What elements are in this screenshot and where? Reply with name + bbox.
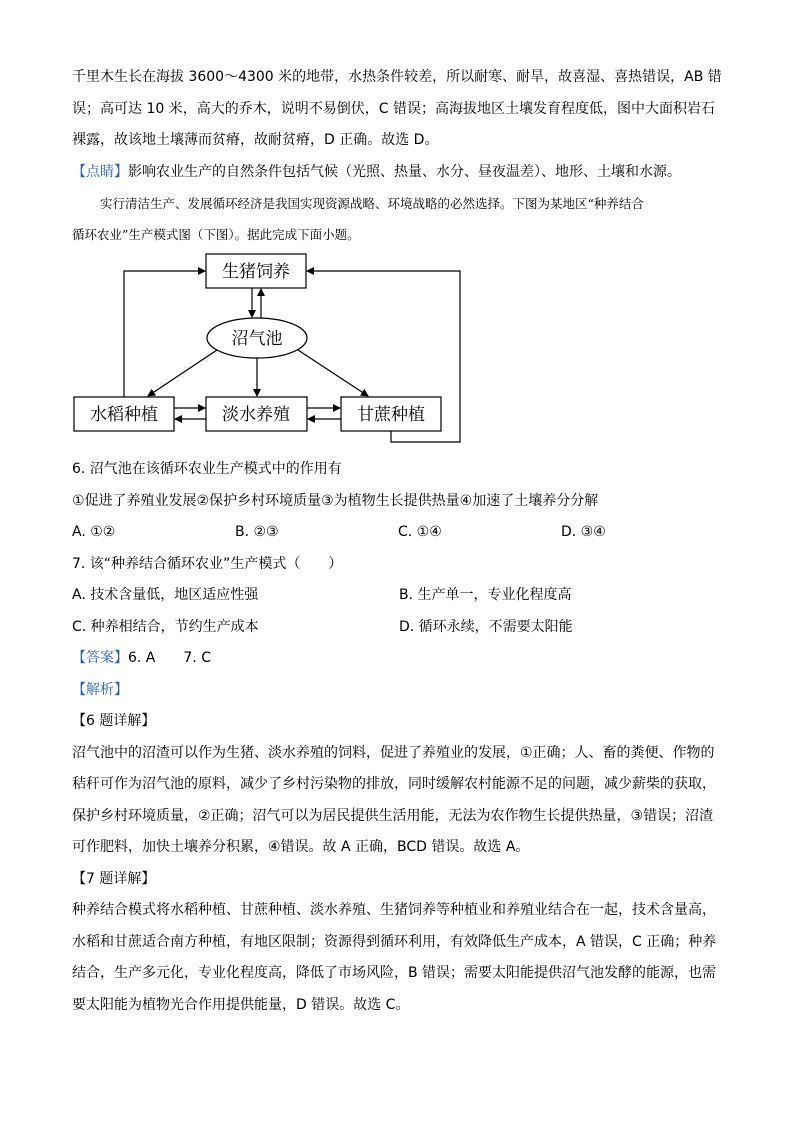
- prev-answer-line-2: 误；高可达 10 米，高大的乔木，说明不易倒伏，C 错误；高海拔地区土壤发育程度低，图中大面积岩石: [72, 100, 715, 117]
- q6-option-d: D. ③④: [561, 524, 606, 540]
- farming-cycle-svg: [72, 252, 726, 448]
- dianjing-tag: 【点睛】: [72, 163, 128, 180]
- label-biogas: 沼气池: [231, 329, 283, 349]
- prev-answer-line-3: 裸露，故该地土壤薄而贫瘠，故耐贫瘠，D 正确。故选 D。: [72, 132, 439, 148]
- label-cane: 甘蔗种植: [357, 405, 425, 425]
- arrow-rice-to-pig: [124, 271, 205, 397]
- detail7-line-2: 水稻和甘蔗适合南方种植，有地区限制；资源得到循环利用，有效降低生产成本，A 错误，C 正确；种养: [72, 933, 717, 950]
- label-pig: 生猪饲养: [222, 262, 290, 282]
- q7-option-c: C. 种养相结合，节约生产成本: [72, 618, 259, 635]
- document-page: [72, 62, 726, 1021]
- detail7-line-3: 结合，生产多元化，专业化程度高，降低了市场风险，B 错误；需要太阳能提供沼气池发酵的能源，也需: [72, 965, 717, 981]
- detail7-line-4: 要太阳能为植物光合作用提供能量，D 错误。故选 C。: [72, 996, 410, 1013]
- answer-text: 6. A 7. C: [128, 650, 211, 666]
- arrow-biogas-to-cane: [298, 350, 368, 396]
- arrow-biogas-to-rice: [148, 350, 217, 396]
- q6-items: ①促进了养殖业发展②保护乡村环境质量③为植物生长提供热量④加速了土壤养分分解: [72, 492, 599, 509]
- q6-option-a: A. ①②: [72, 524, 116, 540]
- label-fish: 淡水养殖: [222, 405, 290, 425]
- prev-answer-line-1: 千里木生长在海拔 3600～4300 米的地带，水热条件较差，所以耐寒、耐旱，故喜湿、喜热错误，AB 错: [72, 69, 722, 85]
- q6-option-c: C. ①④: [398, 524, 442, 540]
- detail7-title: 【7 题详解】: [72, 870, 156, 887]
- detail6-line-1: 沼气池中的沼渣可以作为生猪、淡水养殖的饲料，促进了养殖业的发展，①正确；人、畜的粪便、作物的: [72, 744, 715, 761]
- q7-option-b: B. 生产单一，专业化程度高: [399, 587, 572, 603]
- detail6-line-4: 可作肥料，加快土壤养分积累，④错误。故 A 正确，BCD 错误。故选 A。: [72, 839, 530, 855]
- q7-options-row-2: [72, 612, 726, 644]
- detail6-line-2: 秸秆可作为沼气池的原料，减少了乡村污染物的排放，同时缓解农村能源不足的问题，减少薪柴的获取，: [72, 776, 716, 792]
- dianjing-paragraph: [72, 157, 726, 189]
- answer-line: [72, 643, 726, 675]
- q7-option-a: A. 技术含量低，地区适应性强: [72, 587, 259, 603]
- q6-options: [72, 517, 726, 549]
- answer-tag: 【答案】: [72, 650, 128, 666]
- q6-option-b: B. ②③: [235, 524, 279, 540]
- analysis-tag: 【解析】: [72, 681, 128, 698]
- detail6-line-3: 保护乡村环境质量，②正确；沼气可以为居民提供生活用能，无法为农作物生长提供热量，③错误；沼渣: [72, 807, 714, 824]
- q7-stem: 7. 该“种养结合循环农业”生产模式（ ）: [72, 555, 343, 572]
- label-rice: 水稻种植: [90, 405, 158, 425]
- dianjing-text: 影响农业生产的自然条件包括气候（光照、热量、水分、昼夜温差）、地形、土壤和水源。: [128, 163, 681, 180]
- q7-options-row-1: [72, 580, 726, 612]
- detail7-line-1: 种养结合模式将水稻种植、甘蔗种植、淡水养殖、生猪饲养等种植业和养殖业结合在一起，技术含量高，: [72, 902, 716, 918]
- farming-cycle-diagram: [72, 252, 726, 448]
- intro-line-1: 实行清洁生产、发展循环经济是我国实现资源战略、环境战略的必然选择。下图为某地区“种养结合: [100, 196, 644, 211]
- q7-option-d: D. 循环永续，不需要太阳能: [399, 618, 573, 635]
- intro-line-2: 循环农业”生产模式图（下图）。据此完成下面小题。: [72, 227, 360, 242]
- detail6-title: 【6 题详解】: [72, 713, 156, 729]
- q6-stem: 6. 沼气池在该循环农业生产模式中的作用有: [72, 461, 342, 477]
